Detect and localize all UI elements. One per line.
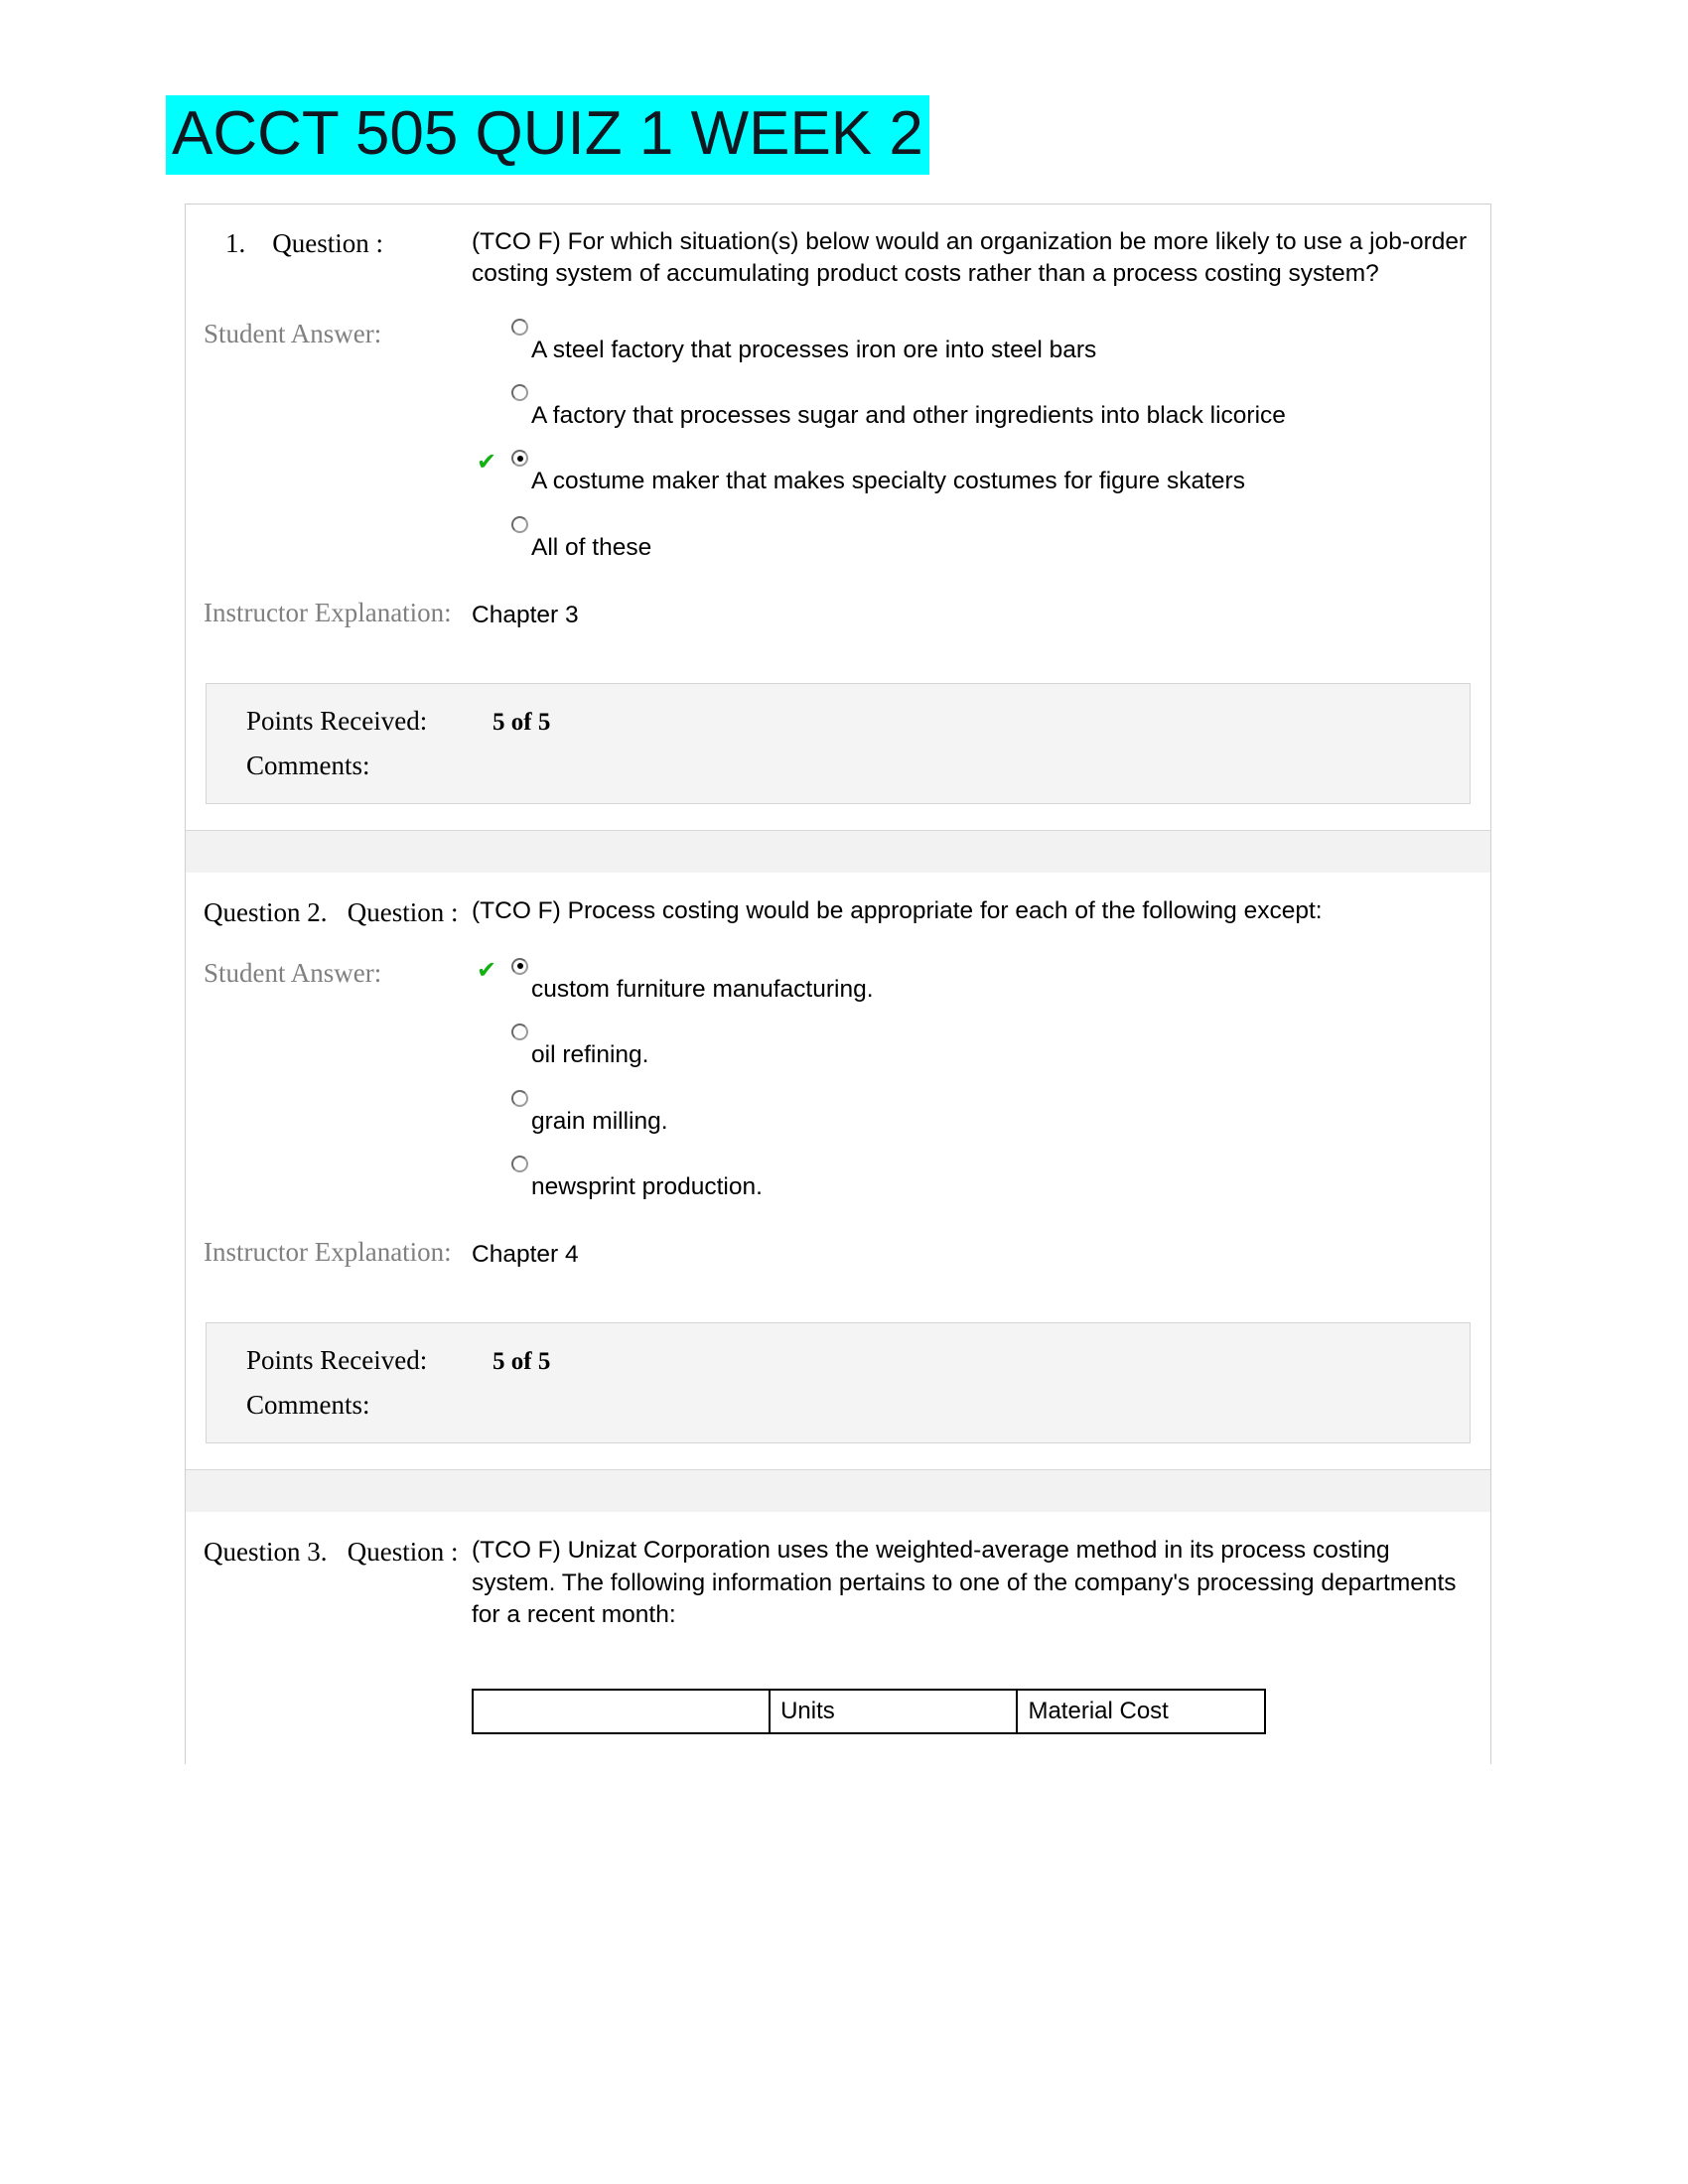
correct-check-icon: ✔ bbox=[477, 448, 497, 477]
question-2-header-row bbox=[186, 874, 1490, 930]
question-2-instructor-row bbox=[186, 1237, 1490, 1322]
radio-icon-selected[interactable] bbox=[511, 450, 528, 467]
question-divider bbox=[186, 830, 1490, 874]
quiz-container bbox=[185, 204, 1491, 1764]
question-1-number: 1. bbox=[225, 228, 246, 258]
option-label: All of these bbox=[531, 533, 652, 561]
radio-icon[interactable] bbox=[511, 384, 528, 401]
table-header-blank bbox=[473, 1690, 770, 1733]
question-1-answers-row bbox=[186, 317, 1490, 580]
option-row[interactable] bbox=[472, 317, 1469, 366]
question-1-points-box bbox=[206, 683, 1471, 804]
table-header-material-cost: Material Cost bbox=[1017, 1690, 1265, 1733]
points-received-label: Points Received: bbox=[246, 1345, 428, 1376]
option-row[interactable] bbox=[472, 448, 1469, 497]
points-received-value: 5 of 5 bbox=[492, 709, 551, 737]
radio-icon[interactable] bbox=[511, 1090, 528, 1107]
option-label: oil refining. bbox=[531, 1041, 649, 1069]
question-2-number: Question 2. bbox=[204, 897, 328, 928]
option-label: grain milling. bbox=[531, 1107, 668, 1135]
radio-icon[interactable] bbox=[511, 1024, 528, 1040]
option-row[interactable] bbox=[472, 514, 1469, 564]
question-block-1 bbox=[186, 205, 1490, 804]
question-3-table-wrapper bbox=[472, 1689, 1469, 1764]
radio-icon[interactable] bbox=[511, 1156, 528, 1172]
option-label: custom furniture manufacturing. bbox=[531, 975, 874, 1003]
points-received-row bbox=[207, 1341, 1470, 1380]
radio-icon[interactable] bbox=[511, 319, 528, 336]
question-block-2 bbox=[186, 874, 1490, 1443]
question-3-number: Question 3. bbox=[204, 1537, 328, 1568]
points-received-row bbox=[207, 702, 1470, 741]
question-1-instructor-explanation: Chapter 3 bbox=[472, 601, 579, 628]
table-header-row bbox=[473, 1690, 1265, 1733]
question-3-text: (TCO F) Unizat Corporation uses the weighted-average method in its process costing system. The following information pertains to one of the company's processing departments for a recent month: bbox=[472, 1537, 1457, 1629]
question-2-text: (TCO F) Process costing would be appropriate for each of the following except: bbox=[472, 897, 1323, 925]
question-3-label-text: Question : bbox=[347, 1537, 459, 1568]
option-row[interactable] bbox=[472, 956, 1469, 1006]
radio-icon[interactable] bbox=[511, 516, 528, 533]
question-block-3 bbox=[186, 1513, 1490, 1764]
question-2-label bbox=[186, 895, 472, 930]
points-received-label: Points Received: bbox=[246, 706, 428, 737]
comments-row bbox=[207, 741, 1470, 785]
option-label: A factory that processes sugar and other ingredients into black licorice bbox=[531, 401, 1286, 429]
option-label: newsprint production. bbox=[531, 1172, 763, 1200]
question-2-label-text: Question : bbox=[347, 897, 459, 928]
table-header-units: Units bbox=[770, 1690, 1017, 1733]
question-1-label bbox=[186, 226, 472, 261]
option-label: A costume maker that makes specialty costumes for figure skaters bbox=[531, 468, 1245, 495]
process-costing-table bbox=[472, 1689, 1266, 1734]
correct-check-icon: ✔ bbox=[477, 955, 497, 984]
question-2-answers-row bbox=[186, 956, 1490, 1219]
question-1-text: (TCO F) For which situation(s) below would an organization be more likely to use a job-order costing system of accumulating product costs rather than a process costing system? bbox=[472, 228, 1468, 288]
question-2-options-list bbox=[472, 956, 1490, 1219]
comments-row bbox=[207, 1380, 1470, 1425]
question-3-header-row bbox=[186, 1513, 1490, 1764]
question-3-body bbox=[472, 1535, 1490, 1764]
question-2-student-answer-label: Student Answer: bbox=[204, 957, 382, 988]
comments-label: Comments: bbox=[246, 751, 370, 781]
question-2-points-box bbox=[206, 1322, 1471, 1443]
question-1-header-row bbox=[186, 205, 1490, 291]
radio-icon-selected[interactable] bbox=[511, 958, 528, 975]
option-label: A steel factory that processes iron ore into steel bars bbox=[531, 336, 1097, 363]
comments-label: Comments: bbox=[246, 1390, 370, 1421]
question-1-student-answer-label: Student Answer: bbox=[204, 318, 382, 348]
question-1-instructor-row bbox=[186, 598, 1490, 683]
option-row[interactable] bbox=[472, 1022, 1469, 1071]
points-received-value: 5 of 5 bbox=[492, 1348, 551, 1376]
page-title-wrapper bbox=[166, 95, 929, 175]
question-1-options-list bbox=[472, 317, 1490, 580]
option-row[interactable] bbox=[472, 1154, 1469, 1203]
question-2-instructor-explanation: Chapter 4 bbox=[472, 1241, 579, 1269]
question-3-label bbox=[186, 1535, 472, 1570]
question-1-instructor-label: Instructor Explanation: bbox=[204, 597, 452, 627]
page-title: ACCT 505 QUIZ 1 WEEK 2 bbox=[166, 95, 929, 175]
question-2-instructor-label: Instructor Explanation: bbox=[204, 1237, 452, 1268]
option-row[interactable] bbox=[472, 382, 1469, 432]
question-divider bbox=[186, 1469, 1490, 1513]
question-1-label-text: Question : bbox=[272, 228, 383, 258]
option-row[interactable] bbox=[472, 1088, 1469, 1138]
